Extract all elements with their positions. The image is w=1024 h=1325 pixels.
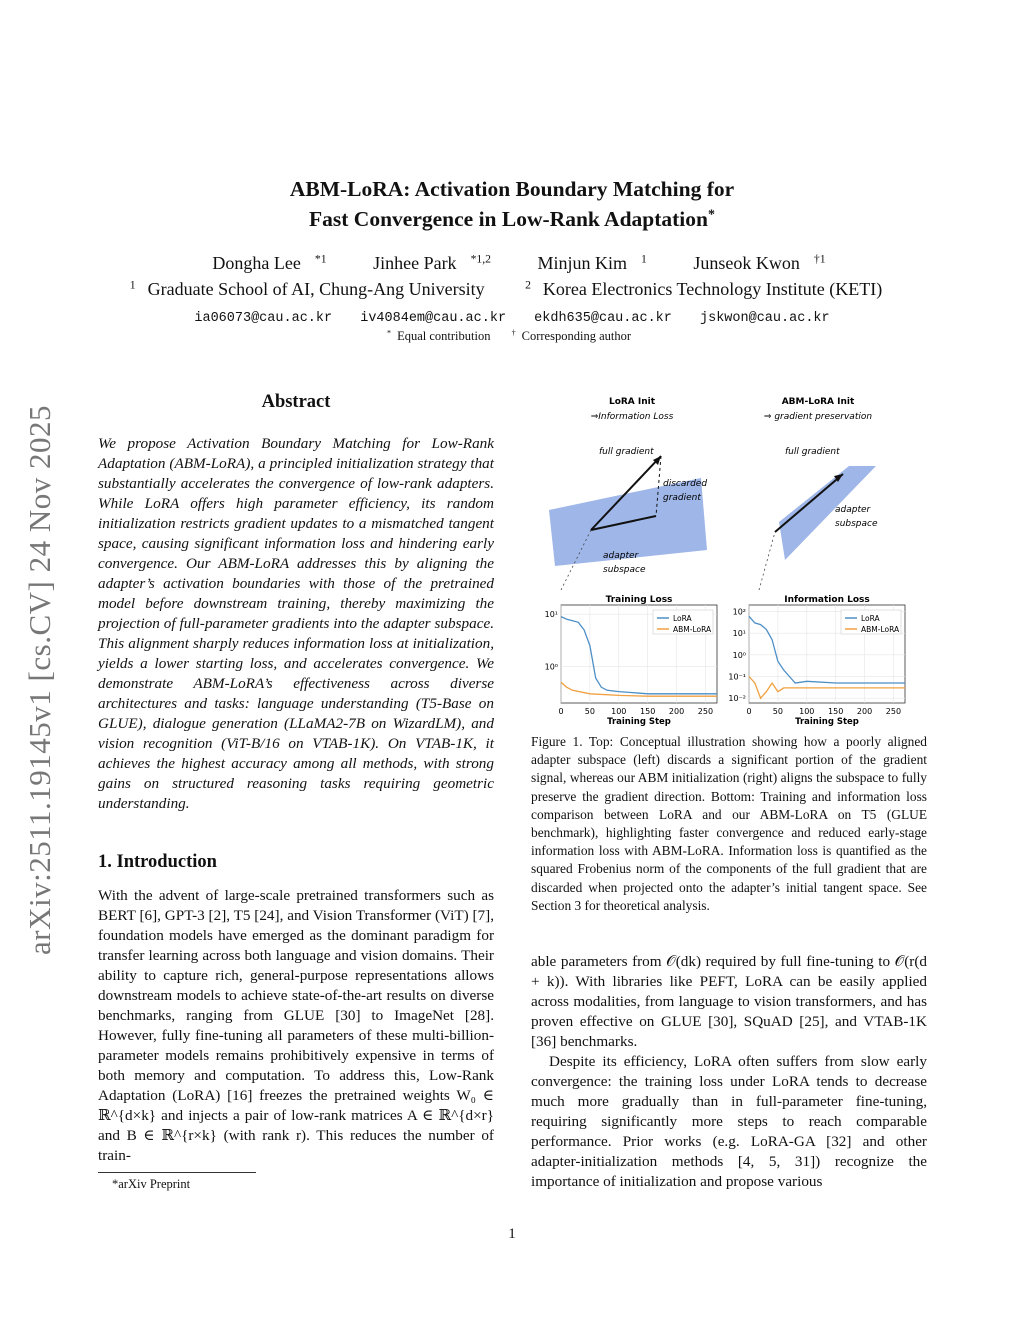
abstract-text: We propose Activation Boundary Matching for Low-Rank Adaptation (ABM-LoRA), a principled initialization strategy that substantially accelerates the convergence of low-rank adapters. While LoRA offers high parameter efficiency, its random initialization restricts gradient updates to a mismatched tangent space, causing significant information loss and hindering early convergence. Our ABM-LoRA addresses this by aligning the adapter’s activation boundaries with those of the pretrained model before downstream training, thereby maximizing the projection of full-parameter gradients into the adapter subspace. This alignment sharply reduces information loss at initialization, yields a lower starting loss, and accelerates convergence. We demonstrate ABM-LoRA’s effectiveness across diverse architectures and tasks: language understanding (T5-Base on GLUE), dialogue generation (LLaMA2-7B on WizardLM), and vision recognition (ViT-B/16 on VTAB-1K). On VTAB-1K, it achieves the highest accuracy among all methods, with strong gains on structured reasoning tasks requiring geometric understanding. (98, 435, 494, 812)
left-full-gradient-label: full gradient (599, 447, 654, 457)
chart-x-axis-label: Training Step (607, 717, 671, 727)
chart-x-tick-label: 100 (611, 707, 627, 716)
paper-title (0, 174, 1024, 234)
chart-y-tick-label: 10⁰ (544, 662, 558, 672)
email-list (0, 311, 1024, 326)
figure-1-caption: Figure 1. Top: Conceptual illustration showing how a poorly aligned adapter subspace (left) discards a significant portion of the gradient signal, whereas our ABM initialization (right) aligns the subspace to fully preserve the gradient direction. Bottom: Training and information loss comparison between LoRA and our ABM-LoRA on T5 (GLUE benchmark), highlighting faster convergence and reduced early-stage information loss with ABM-LoRA. Information loss is quantified as the squared Frobenius norm of the components of the full gradient that are discarded when projected onto the adapter’s initial tangent space. See Section 3 for theoretical analysis. (531, 734, 927, 913)
author-mark: *1 (314, 252, 327, 266)
left-discarded-label-1: discarded (663, 479, 708, 489)
affiliation (130, 279, 497, 299)
author (198, 253, 326, 273)
author-mark: *1,2 (470, 252, 492, 266)
note-mark: * (387, 328, 392, 338)
left-diagram-title: LoRA Init (608, 397, 656, 407)
title-line-2 (0, 204, 1024, 234)
author (359, 253, 491, 273)
title-line-1: ABM-LoRA: Activation Boundary Matching for (289, 177, 735, 201)
left-discarded-label-2: gradient (663, 493, 701, 503)
email[interactable]: ekdh635@cau.ac.kr (534, 311, 672, 326)
author (679, 253, 825, 273)
chart-y-tick-label: 10⁻² (728, 694, 746, 704)
affiliation-list (0, 279, 1024, 300)
chart-x-tick-label: 250 (697, 707, 714, 716)
chart-x-tick-label: 250 (885, 707, 902, 716)
affiliation (525, 279, 894, 299)
page-number: 1 (508, 1226, 516, 1242)
left-diagram-subtitle: ⇒Information Loss (590, 412, 674, 422)
title-footnote-mark: * (707, 207, 715, 223)
chart-x-tick-label: 150 (828, 707, 844, 716)
note-mark: † (511, 328, 516, 338)
chart-x-tick-label: 0 (746, 707, 752, 716)
footnote-rule (98, 1172, 256, 1173)
note-text: Equal contribution (397, 329, 491, 343)
author-list (0, 253, 1024, 274)
affiliation-name: Korea Electronics Technology Institute (KETI) (542, 279, 883, 299)
note-text: Corresponding author (521, 329, 631, 343)
chart-title: Training Loss (605, 595, 673, 605)
affiliation-mark: 1 (129, 278, 136, 292)
chart-legend-label: ABM-LoRA (673, 625, 712, 634)
author-name: Minjun Kim (537, 253, 628, 273)
right-full-gradient-label: full gradient (785, 447, 840, 457)
chart-x-axis-label: Training Step (795, 717, 859, 727)
corresponding-author-note (512, 329, 637, 343)
section-heading-introduction: 1. Introduction (98, 852, 217, 872)
introduction-paragraph (98, 886, 494, 1166)
right-diagram-title: ABM-LoRA Init (781, 397, 855, 407)
chart-x-tick-label: 100 (799, 707, 815, 716)
right-diagram-subtitle: ⇒ gradient preservation (763, 412, 873, 422)
chart-x-tick-label: 0 (558, 707, 564, 716)
right-paragraph-2: Despite its efficiency, LoRA often suffers from slow early convergence: the training loss under LoRA tends to decrease much more gradually than in full-parameter fine-tuning, requiring significantly more steps to reach comparable performance. Prior works (e.g. LoRA-GA [32] and other adapter-initialization methods [4, 5, 31]) recognize the importance of initialization and propose various (531, 1053, 927, 1190)
right-paragraph-1: able parameters from 𝒪(dk) required by full fine-tuning to 𝒪(r(d + k)). With libraries like PEFT, LoRA can be easily applied across modalities, from language to vision transformers, and has proven effective on GLUE [30], SQuAD [25], and VTAB-1K [36] benchmarks. (531, 953, 927, 1050)
right-adapter-label-2: subspace (835, 519, 878, 529)
chart-x-tick-label: 200 (668, 707, 685, 716)
contribution-notes (0, 329, 1024, 344)
affiliation-name: Graduate School of AI, Chung-Ang University (147, 279, 485, 299)
author-name: Junseok Kwon (693, 253, 800, 273)
author (524, 253, 647, 273)
figure-1 (531, 390, 927, 730)
chart-x-tick-label: 200 (856, 707, 873, 716)
chart-x-tick-label: 50 (772, 707, 783, 716)
email[interactable]: iv4084em@cau.ac.kr (360, 311, 507, 326)
chart-legend-label: ABM-LoRA (861, 625, 900, 634)
chart-title: Information Loss (784, 595, 870, 605)
chart-legend-label: LoRA (673, 614, 692, 623)
chart-x-tick-label: 50 (584, 707, 595, 716)
email[interactable]: jskwon@cau.ac.kr (700, 311, 830, 326)
affiliation-mark: 2 (525, 278, 531, 292)
chart-legend-label: LoRA (861, 614, 880, 623)
footnote: *arXiv Preprint (112, 1177, 191, 1191)
chart-y-tick-label: 10⁻¹ (728, 672, 746, 682)
chart-y-tick-label: 10⁰ (732, 650, 746, 660)
arxiv-identifier: arXiv:2511.19145v1 [cs.CV] 24 Nov 2025 (22, 405, 57, 955)
left-adapter-label-1: adapter (603, 551, 639, 561)
information-loss-chart (728, 595, 905, 727)
chart-x-tick-label: 150 (640, 707, 656, 716)
left-adapter-label-2: subspace (603, 565, 646, 575)
equal-contribution-note (387, 329, 496, 343)
right-adapter-label-1: adapter (835, 505, 871, 515)
right-column-text (531, 952, 927, 1192)
right-axis-dashed (759, 532, 775, 590)
chart-y-tick-label: 10¹ (544, 610, 558, 620)
author-mark: 1 (641, 252, 647, 266)
intro-paragraph-1: With the advent of large-scale pretrained transformers such as BERT [6], GPT-3 [2], T5 [24], and Vision Transformer (ViT) [7], foundation models have emerged as the dominant paradigm for transfer learning across both language and vision domains. Their ability to capture rich, general-purpose representations allows downstream models to achieve state-of-the-art results on diverse benchmarks, ranging from GLUE [30] to ImageNet [28]. However, fully fine-tuning all parameters of these multi-billion-parameter models remains prohibitively expensive in terms of both memory and computation. To address this, Low-Rank Adaptation (LoRA) [16] freezes the pretrained weights W₀ ∈ ℝ^{d×k} and injects a pair of low-rank matrices A ∈ ℝ^{d×r} and B ∈ ℝ^{r×k} (with rank r). This reduces the number of train- (98, 887, 494, 1164)
author-mark: †1 (813, 252, 826, 266)
chart-y-tick-label: 10² (732, 607, 746, 617)
training-loss-chart (545, 595, 717, 727)
chart-y-tick-label: 10¹ (732, 629, 746, 639)
figure-1-graphic (531, 390, 927, 730)
email[interactable]: ia06073@cau.ac.kr (194, 311, 333, 326)
abstract-heading: Abstract (261, 392, 331, 412)
author-name: Jinhee Park (373, 253, 457, 273)
author-name: Dongha Lee (212, 253, 301, 273)
title-line-2-text: Fast Convergence in Low-Rank Adaptation (309, 207, 708, 231)
